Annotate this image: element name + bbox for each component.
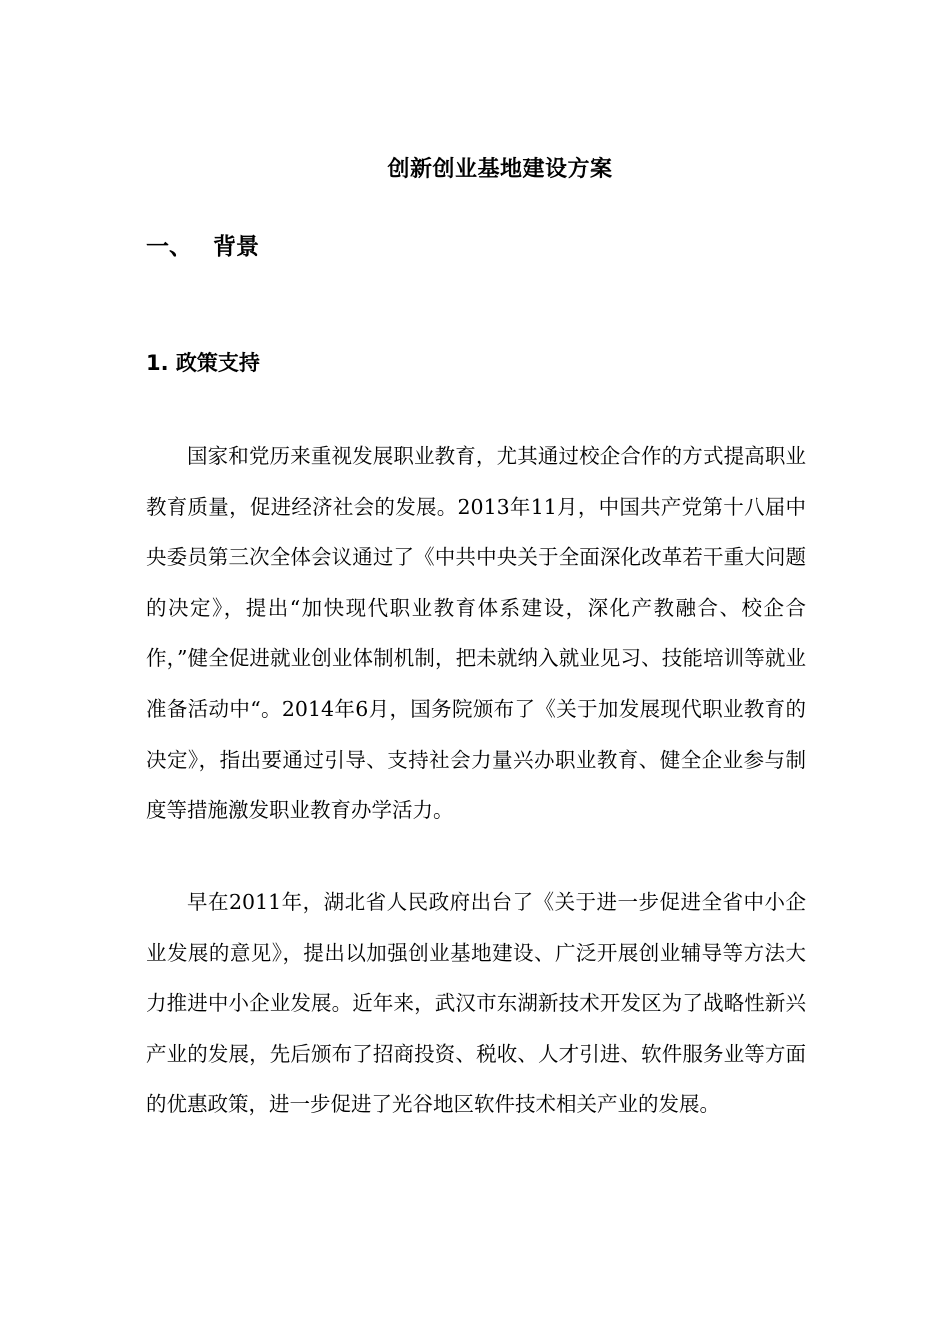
section-heading	[146, 228, 259, 266]
body-paragraph: 国家和党历来重视发展职业教育，尤其通过校企合作的方式提高职业教育质量，促进经济社会的发展。2013年11月，中国共产党第十八届中央委员第三次全体会议通过了《中共中央关于全面深化改革若干重大问题的决定》，提出“加快现代职业教育体系建设，深化产教融合、校企合作，”健全促进就业创业体制机制，把未就纳入就业见习、技能培训等就业准备活动中“。2014年6月，国务院颁布了《关于加发展现代职业教育的决定》，指出要通过引导、支持社会力量兴办职业教育、健全企业参与制度等措施激发职业教育办学活力。	[146, 444, 806, 823]
section-number: 一、	[146, 234, 192, 260]
body-paragraph: 早在2011年，湖北省人民政府出台了《关于进一步促进全省中小企业发展的意见》，提出以加强创业基地建设、广泛开展创业辅导等方法大力推进中小企业发展。近年来，武汉市东湖新技术开发区为了战略性新兴产业的发展，先后颁布了招商投资、税收、人才引进、软件服务业等方面的优惠政策，进一步促进了光谷地区软件技术相关产业的发展。	[146, 890, 806, 1117]
document-title: 创新创业基地建设方案	[387, 157, 613, 182]
subsection-heading: 1. 政策支持	[146, 351, 260, 375]
section-title: 背景	[213, 234, 259, 260]
